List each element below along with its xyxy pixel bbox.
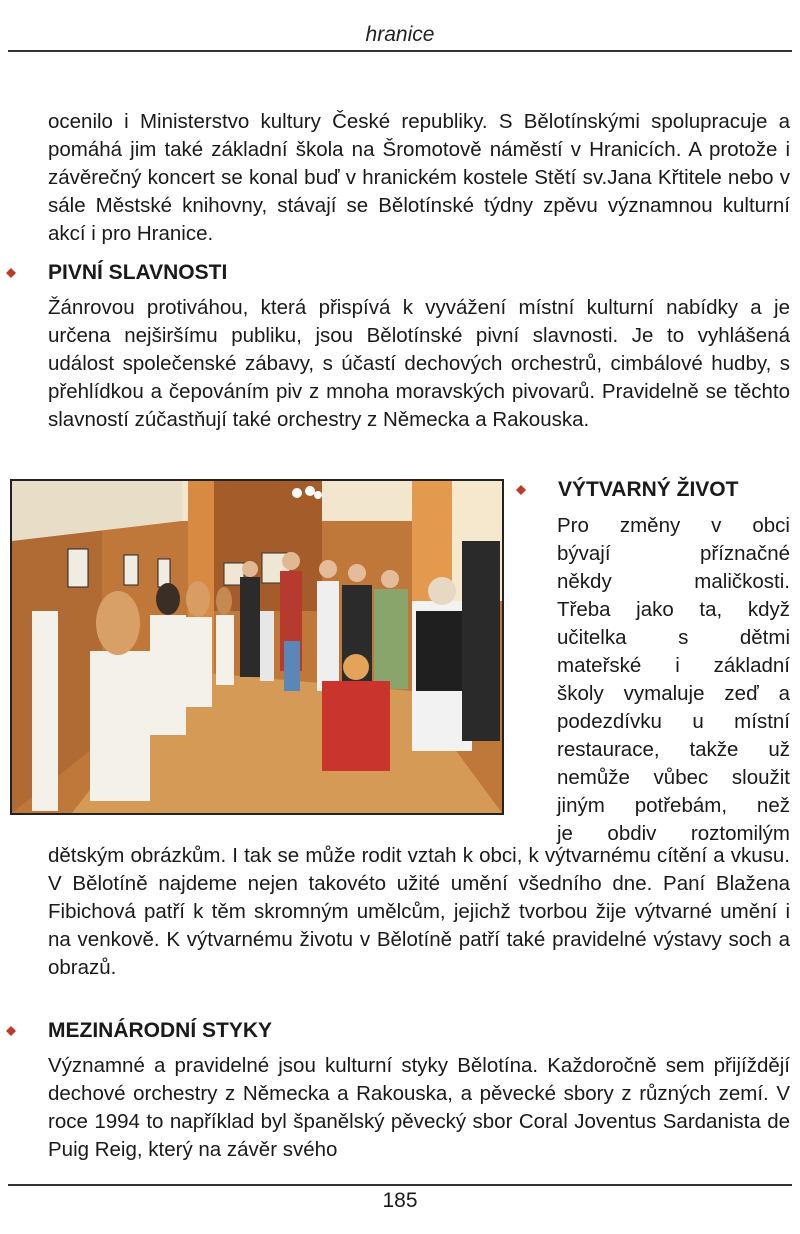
column-line: někdy maličkosti. — [557, 570, 790, 593]
column-line: je obdiv roztomilým — [557, 822, 790, 845]
running-header — [8, 20, 792, 52]
heading-pivni-slavnosti — [8, 259, 227, 287]
bullet-icon — [8, 1026, 48, 1036]
column-line: Třeba jako ta, když — [557, 598, 790, 621]
heading-mezinarodni-styky — [8, 1017, 272, 1045]
page-number: 185 — [382, 1189, 418, 1212]
column-line: podezdívku u místní — [557, 710, 790, 733]
column-line: jiným potřebám, než — [557, 794, 790, 817]
heading-vytvarny-zivot — [518, 476, 738, 504]
column-line: nemůže vůbec sloužit — [557, 766, 790, 789]
column-line: Pro změny v obci — [557, 514, 790, 537]
heading-text: MEZINÁRODNÍ STYKY — [48, 1019, 273, 1042]
column-line: mateřské i základní — [557, 654, 790, 677]
bullet-icon — [518, 485, 558, 495]
paragraph-pivni-slavnosti: Žánrovou protiváhou, která přispívá k vyvážení místní kulturní nabídky a je určena nejširšímu publiku, jsou Bělotínské pivní slavnosti. Je to vyhlášená událost společenské zábavy, s účastí dechových orchestrů, cimbálové hudby, s přehlídkou a čepováním piv z mnoha moravských pivovarů. Pravidelně se těchto slavností zúčastňují také orchestry z Německa a Rakouska. — [48, 296, 790, 431]
exhibition-photo-image — [12, 481, 502, 813]
bullet-icon — [8, 268, 48, 278]
heading-text: VÝTVARNÝ ŽIVOT — [558, 478, 739, 501]
header-title: hranice — [365, 23, 435, 46]
column-line: restaurace, takže už — [557, 738, 790, 761]
exhibition-photo — [10, 479, 504, 815]
page-footer — [8, 1184, 792, 1216]
heading-text: PIVNÍ SLAVNOSTI — [48, 261, 228, 284]
paragraph-intro: ocenilo i Ministerstvo kultury České republiky. S Bělotínskými spolupracuje a pomáhá jim také základní škola na Šromotově náměstí v Hranicích. A protože i závěrečný koncert se konal buď v hranickém kostele Stětí sv.Jana Křtitele nebo v sále Městské knihovny, stávají se Bělotínské týdny zpěvu významnou kulturní akcí i pro Hranice. — [48, 110, 790, 245]
paragraph-vytvarny-zivot-rest: dětským obrázkům. I tak se může rodit vztah k obci, k výtvarnému cítění a vkusu. V Bělotíně najdeme nejen takovéto užité umění všedního dne. Paní Blažena Fibichová patří k těm skromným umělcům, jejichž tvorbou žije výtvarné umění i na venkově. K výtvarnému životu v Bělotíně patří také pravidelné výstavy soch a obrazů. — [48, 844, 790, 979]
column-line: učitelka s dětmi — [557, 626, 790, 649]
paragraph-vytvarny-zivot-column — [557, 512, 790, 848]
column-line: školy vymaluje zeď a — [557, 682, 790, 705]
column-line: bývají příznačné — [557, 542, 790, 565]
paragraph-mezinarodni-styky: Významné a pravidelné jsou kulturní styky Bělotína. Každoročně sem přijíždějí dechové orchestry z Německa a Rakouska, a pěvecké sbory z různých zemí. V roce 1994 to například byl španělský pěvecký sbor Coral Joventus Sardanista de Puig Reig, který na závěr svého — [48, 1054, 790, 1161]
